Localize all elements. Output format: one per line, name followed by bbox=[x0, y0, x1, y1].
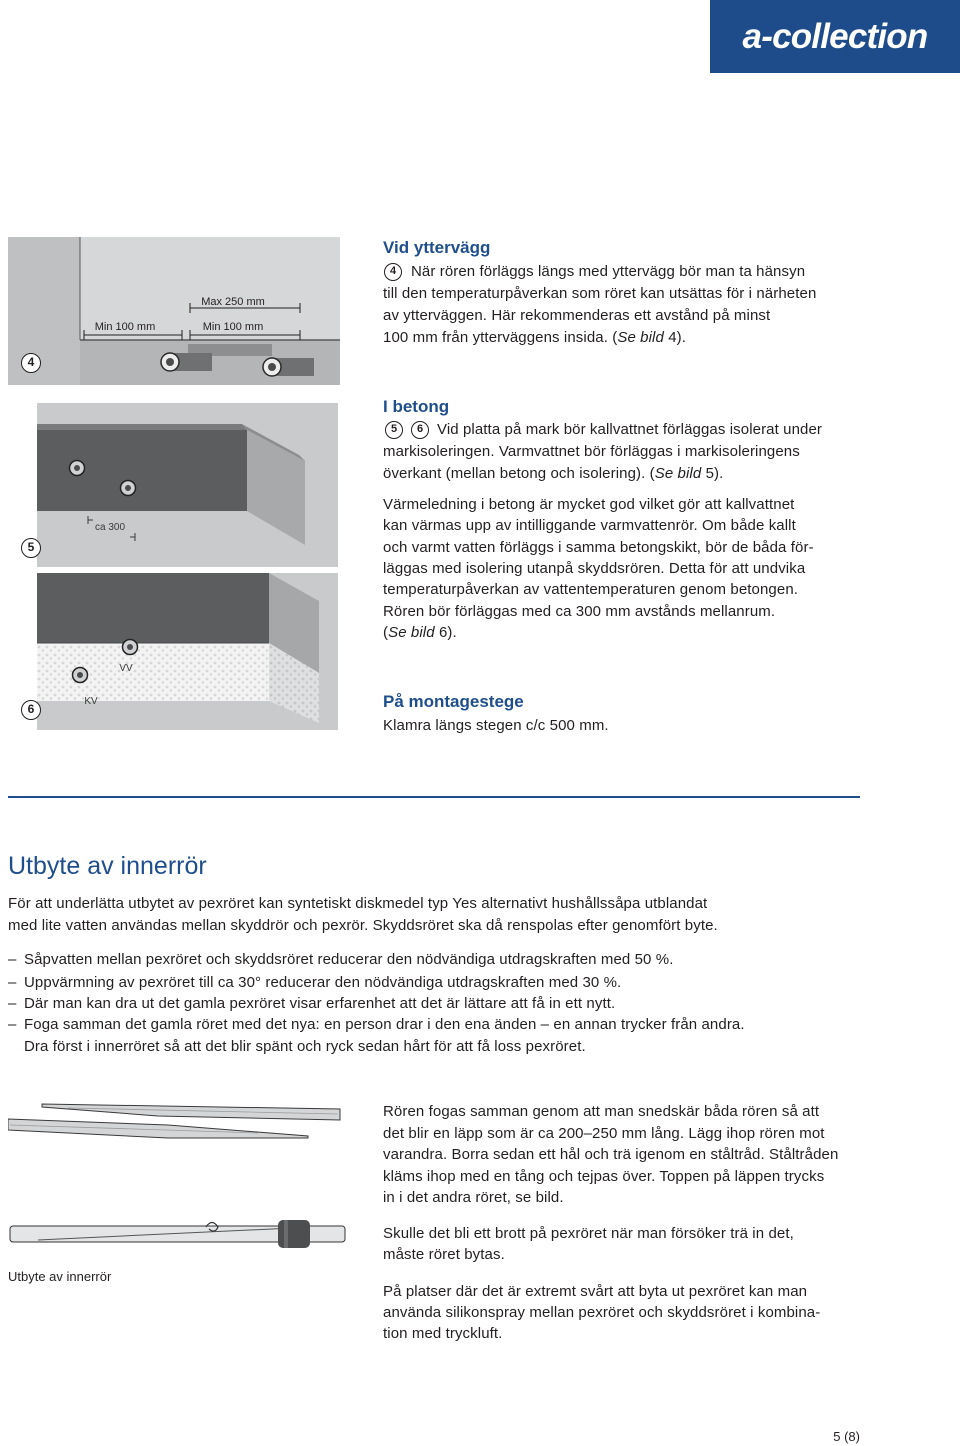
min-distance-label-left: Min 100 mm bbox=[94, 321, 156, 333]
reference-prefix: överkant (mellan betong och isolering). ( bbox=[383, 465, 655, 482]
reference-prefix: ( bbox=[383, 624, 389, 641]
paragraph-line: in i det andra röret, se bild. bbox=[383, 1189, 564, 1206]
figure-5-concrete-illustration bbox=[37, 403, 338, 567]
list-bullet-marker: – bbox=[8, 995, 17, 1012]
page-number: 5 (8) bbox=[833, 1429, 860, 1444]
paragraph-line: använda silikonspray mellan pexröret och skyddsröret i kombina- bbox=[383, 1304, 821, 1321]
paragraph-line: läggas med isolering utanpå skyddsrören. Detta för att undvika bbox=[383, 560, 806, 577]
brand-logo bbox=[710, 0, 960, 73]
pipe-end-2 bbox=[121, 481, 136, 496]
paragraph-line: av ytterväggen. Här rekommenderas ett avstånd på minst bbox=[383, 307, 771, 324]
reference-suffix: 5). bbox=[701, 465, 724, 482]
paragraph-line: Värmeledning i betong är mycket god vilket gör att kallvattnet bbox=[383, 496, 795, 513]
badge-6-inline: 6 bbox=[411, 421, 429, 439]
figure-6-badge: 6 bbox=[21, 700, 41, 720]
pipe-2 bbox=[263, 358, 314, 376]
list-bullet-marker: – bbox=[8, 974, 17, 991]
vv-label: VV bbox=[119, 663, 133, 674]
pipe-lower-tapered bbox=[8, 1119, 308, 1138]
paragraph-line: Rören fogas samman genom att man snedskär båda rören så att bbox=[383, 1103, 820, 1120]
heading-utbyte-av-innerror: Utbyte av innerrör bbox=[8, 852, 207, 880]
figure-4-wall-illustration bbox=[8, 237, 340, 385]
reference-italic: Se bild bbox=[388, 624, 435, 641]
heading-vid-yttervagg: Vid yttervägg bbox=[383, 238, 491, 257]
reference-prefix: 100 mm från ytterväggens insida. ( bbox=[383, 329, 618, 346]
paragraph-line: kläms ihop med en tång och tejpas över. Toppen på läppen trycks bbox=[383, 1168, 825, 1185]
list-item-continuation: Dra först i innerröret så att det blir spänt och ryck sedan hårt för att få loss pexröret. bbox=[24, 1038, 586, 1055]
paragraph-line: måste röret bytas. bbox=[383, 1246, 505, 1263]
max-distance-label: Max 250 mm bbox=[201, 296, 265, 308]
pipe-1 bbox=[161, 353, 212, 371]
pipe-assembled bbox=[10, 1220, 345, 1248]
figure-4-badge: 4 bbox=[21, 353, 41, 373]
pipe-kv bbox=[73, 668, 88, 683]
list-item: Såpvatten mellan pexröret och skyddsröret reducerar den nödvändiga utdragskraften med 50 %. bbox=[24, 951, 674, 968]
list-bullet-marker: – bbox=[8, 1016, 17, 1033]
paragraph-line: tion med tryckluft. bbox=[383, 1325, 503, 1342]
distance-label: ca 300 bbox=[95, 522, 126, 533]
pipe-end-1 bbox=[70, 461, 85, 476]
reference-italic: Se bild bbox=[617, 329, 664, 346]
section-divider bbox=[8, 796, 860, 798]
figure-4-svg bbox=[8, 237, 340, 385]
pipe-upper-tapered bbox=[42, 1104, 340, 1120]
paragraph-line: kan värmas upp av intilliggande varmvattenrör. Om både kallt bbox=[383, 517, 796, 534]
paragraph-line-reference bbox=[383, 622, 457, 644]
paragraph-line-reference bbox=[383, 327, 686, 349]
figure-6-svg bbox=[37, 573, 338, 730]
pipe-joining-svg bbox=[8, 1100, 348, 1250]
paragraph-line: varandra. Borra sedan ett hål och trä igenom en ståltråd. Ståltråden bbox=[383, 1146, 839, 1163]
list-item: Foga samman det gamla röret med det nya: en person drar i den ena änden – en annan trycker från andra. bbox=[24, 1016, 745, 1033]
list-item: Där man kan dra ut det gamla pexröret visar erfarenhet att det är lättare att få in ett nytt. bbox=[24, 995, 616, 1012]
paragraph-line: Rören bör förläggas med ca 300 mm avstånds mellanrum. bbox=[383, 603, 776, 620]
figure-5-badge: 5 bbox=[21, 538, 41, 558]
badge-5-inline: 5 bbox=[385, 421, 403, 439]
figure-5-svg bbox=[37, 403, 338, 567]
reference-suffix: 6). bbox=[434, 624, 457, 641]
reference-suffix: 4). bbox=[663, 329, 686, 346]
list-bullet-marker: – bbox=[8, 951, 17, 968]
paragraph-line: När rören förläggs längs med yttervägg bör man ta hänsyn bbox=[411, 263, 806, 280]
paragraph-line: temperaturpåverkan av vattentemperaturen genom betongen. bbox=[383, 581, 799, 598]
paragraph-line: Klamra längs stegen c/c 500 mm. bbox=[383, 717, 609, 734]
list-item: Uppvärmning av pexröret till ca 30° reducerar den nödvändiga utdragskraften med 30 %. bbox=[24, 974, 622, 991]
brand-logo-text: a-collection bbox=[742, 16, 928, 56]
paragraph-line: markisoleringen. Varmvattnet bör förläggas i markisoleringens bbox=[383, 443, 800, 460]
paragraph-line: På platser där det är extremt svårt att byta ut pexröret kan man bbox=[383, 1283, 808, 1300]
reference-italic: Se bild bbox=[654, 465, 702, 482]
paragraph-line: För att underlätta utbytet av pexröret kan syntetiskt diskmedel typ Yes alternativt hushållssåpa utblandat bbox=[8, 895, 708, 912]
paragraph-line: till den temperaturpåverkan som röret kan utsättas för i närheten bbox=[383, 285, 817, 302]
pipe-vv bbox=[123, 640, 138, 655]
heading-i-betong: I betong bbox=[383, 397, 450, 416]
paragraph-line: med lite vatten användas mellan skyddrör och pexrör. Skyddsröret ska då renspolas efter genomfört byte. bbox=[8, 917, 718, 934]
min-distance-label-right: Min 100 mm bbox=[202, 321, 264, 333]
kv-label: KV bbox=[84, 696, 98, 707]
paragraph-line: Vid platta på mark bör kallvattnet förläggas isolerat under bbox=[437, 421, 823, 438]
paragraph-line: det blir en läpp som är ca 200–250 mm lång. Lägg ihop rören mot bbox=[383, 1125, 825, 1142]
heading-pa-montagestege: På montagestege bbox=[383, 692, 524, 711]
paragraph-line: och varmt vatten förläggs i samma betongskikt, bör de båda för- bbox=[383, 539, 814, 556]
badge-4-inline: 4 bbox=[384, 263, 402, 281]
paragraph-line: Skulle det bli ett brott på pexröret när man försöker trä in det, bbox=[383, 1225, 794, 1242]
figure-caption: Utbyte av innerrör bbox=[8, 1269, 112, 1284]
paragraph-line-reference bbox=[383, 463, 723, 485]
pipe-joining-illustration bbox=[8, 1100, 348, 1250]
figure-6-insulation-illustration bbox=[37, 573, 338, 730]
